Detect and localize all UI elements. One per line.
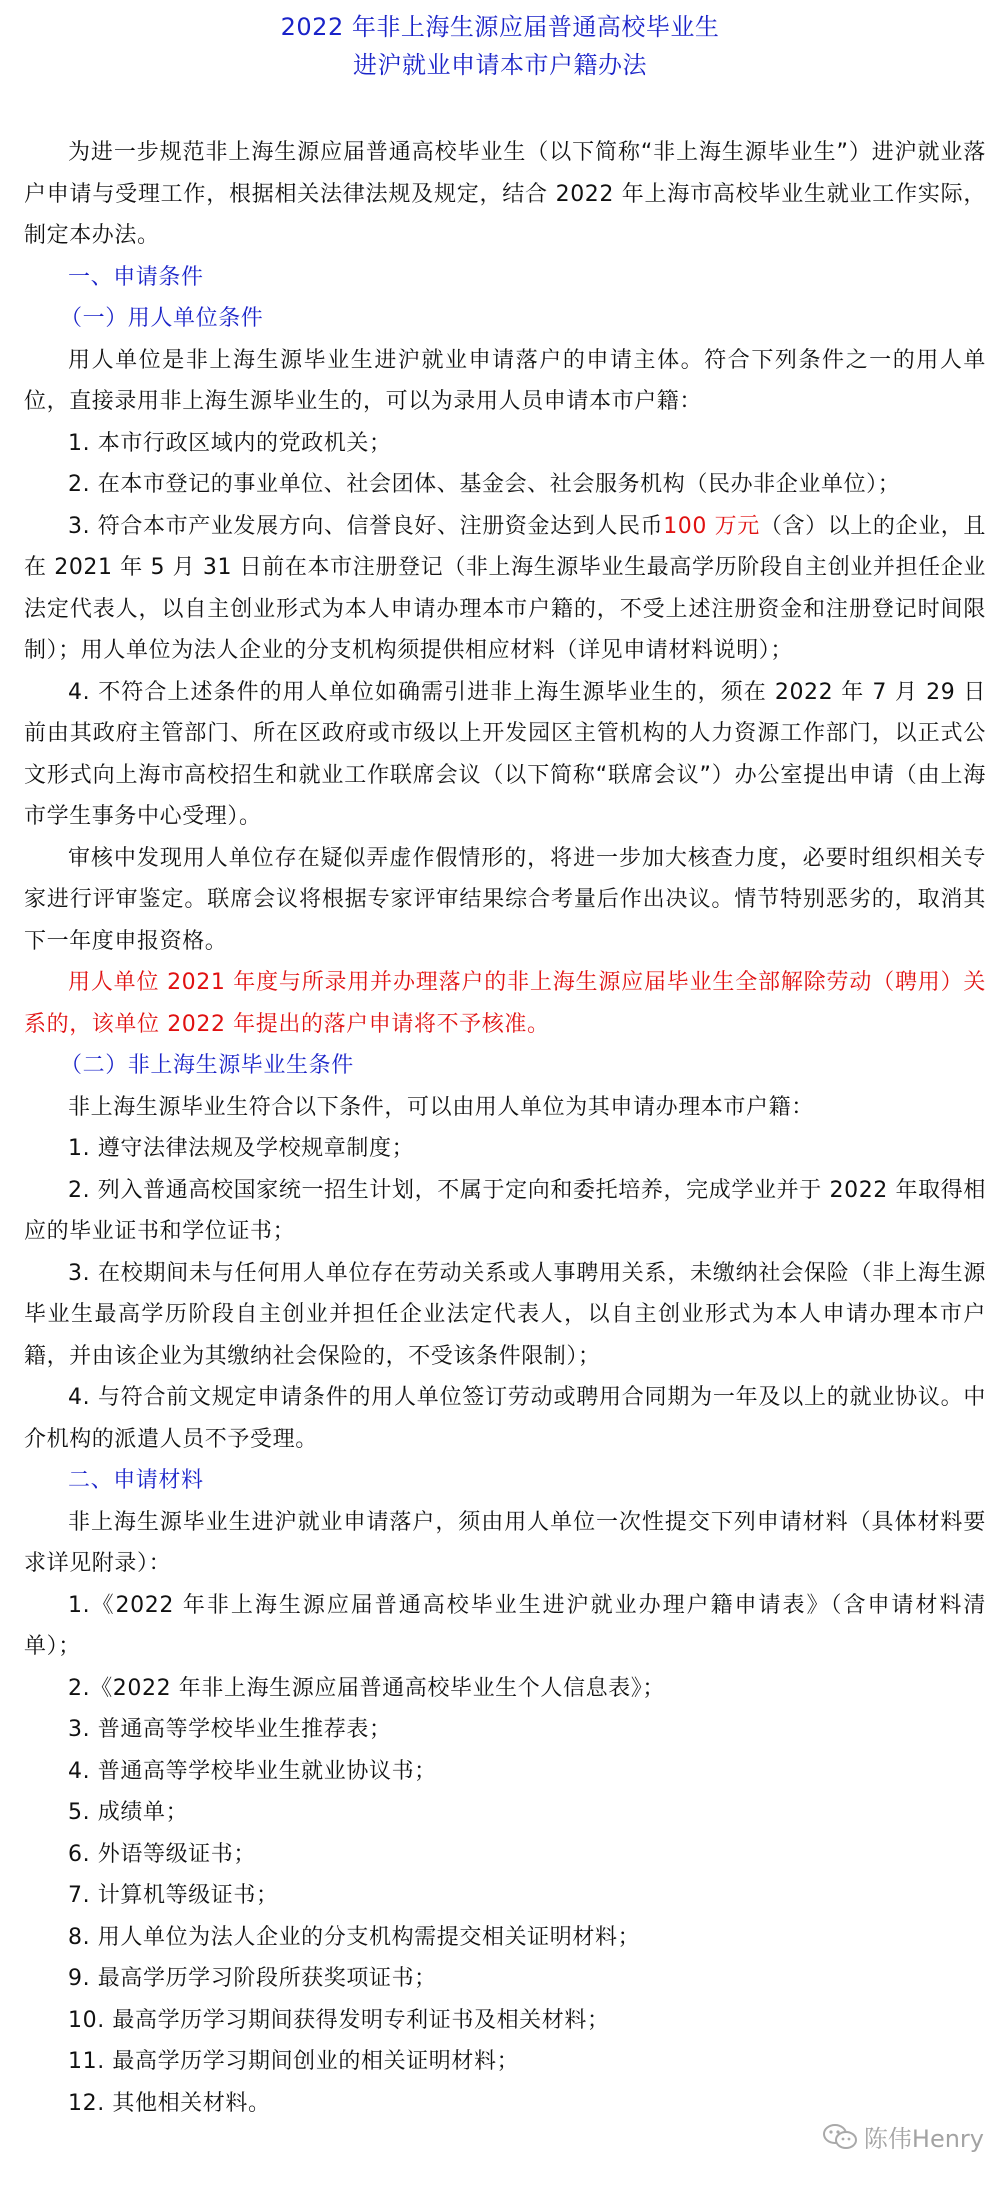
material-item: 3. 普通高等学校毕业生推荐表；: [68, 1717, 392, 1742]
employer-condition-2: 2. 在本市登记的事业单位、社会团体、基金会、社会服务机构（民办非企业单位）；: [68, 472, 901, 497]
material-item: 5. 成绩单；: [68, 1800, 189, 1825]
document-title: [0, 8, 1000, 84]
material-item: 2.《2022 年非上海生源应届普通高校毕业生个人信息表》；: [68, 1675, 665, 1701]
watermark: [822, 2119, 984, 2154]
employer-condition-1: 1. 本市行政区域内的党政机关；: [68, 430, 392, 456]
document-body: [24, 132, 986, 2124]
review-paragraph: 审核中发现用人单位存在疑似弄虚作假情形的，将进一步加大核查力度，必要时组织相关专家进行评审鉴定。联席会议将根据专家评审结果综合考量后作出决议。情节特别恶劣的，取消其下一年度申报资格。: [24, 845, 986, 954]
warning-paragraph: 用人单位 2021 年度与所录用并办理落户的非上海生源应届毕业生全部解除劳动（聘用）关系的，该单位 2022 年提出的落户申请将不予核准。: [24, 970, 986, 1037]
material-item: 10. 最高学历学习期间获得发明专利证书及相关材料；: [68, 2007, 610, 2033]
graduate-condition-2: 2. 列入普通高校国家统一招生计划，不属于定向和委托培养，完成学业并于 2022 年取得相应的毕业证书和学位证书；: [24, 1177, 986, 1244]
graduate-condition-4: 4. 与符合前文规定申请条件的用人单位签订劳动或聘用合同期为一年及以上的就业协议。中介机构的派遣人员不予受理。: [24, 1385, 986, 1452]
material-item: 12. 其他相关材料。: [68, 2090, 271, 2116]
section-2-lead: 非上海生源毕业生进沪就业申请落户，须由用人单位一次性提交下列申请材料（具体材料要求详见附录）：: [24, 1509, 986, 1576]
intro-paragraph: 为进一步规范非上海生源应届普通高校毕业生（以下简称“非上海生源毕业生”）进沪就业落户申请与受理工作，根据相关法律法规及规定，结合 2022 年上海市高校毕业生就业工作实际，制定本办法。: [24, 140, 986, 248]
subsection-2-heading: （二）非上海生源毕业生条件: [60, 1053, 354, 1078]
employer-condition-3: [24, 506, 986, 672]
graduate-condition-1: 1. 遵守法律法规及学校规章制度；: [68, 1136, 415, 1161]
material-item: 11. 最高学历学习期间创业的相关证明材料；: [68, 2049, 520, 2074]
material-item: 1.《2022 年非上海生源应届普通高校毕业生进沪就业办理户籍申请表》（含申请材料清单）；: [24, 1592, 986, 1659]
graduate-condition-3: 3. 在校期间未与任何用人单位存在劳动关系或人事聘用关系，未缴纳社会保险（非上海生源毕业生最高学历阶段自主创业并担任企业法定代表人，以自主创业形式为本人申请办理本市户籍，并由该企业为其缴纳社会保险的，不受该条件限制）；: [24, 1260, 986, 1369]
title-line-2: 进沪就业申请本市户籍办法: [353, 51, 647, 79]
employer-condition-3-start: 3. 符合本市产业发展方向、信誉良好、注册资金达到人民币: [68, 513, 664, 539]
subsection-2-lead: 非上海生源毕业生符合以下条件，可以由用人单位为其申请办理本市户籍：: [68, 1094, 814, 1120]
subsection-1-lead: 用人单位是非上海生源毕业生进沪就业申请落户的申请主体。符合下列条件之一的用人单位，直接录用非上海生源毕业生的，可以为录用人员申请本市户籍：: [24, 347, 986, 414]
material-item: 4. 普通高等学校毕业生就业协议书；: [68, 1758, 437, 1784]
watermark-text: 陈伟Henry: [863, 2125, 984, 2153]
employer-condition-4: 4. 不符合上述条件的用人单位如确需引进非上海生源毕业生的，须在 2022 年 7 月 29 日前由其政府主管部门、所在区政府或市级以上开发园区主管机构的人力资源工作部门，以正式公文形式向上海市高校招生和就业工作联席会议（以下简称“联席会议”）办公室提出申请（由上海市学生事务中心受理）。: [24, 679, 986, 829]
wechat-icon: [822, 2123, 858, 2151]
section-2-heading: 二、申请材料: [68, 1468, 204, 1493]
employer-condition-3-end: （含）以上的企业，且在 2021 年 5 月 31 日前在本市注册登记（非上海生源毕业生最高学历阶段自主创业并担任企业法定代表人，以自主创业形式为本人申请办理本市户籍的，不受上述注册资金和注册登记时间限制）；用人单位为法人企业的分支机构须提供相应材料（详见申请材料说明）；: [24, 513, 986, 663]
capital-amount-highlight: 100 万元: [663, 513, 760, 539]
material-item: 7. 计算机等级证书；: [68, 1883, 279, 1908]
title-line-1: 2022 年非上海生源应届普通高校毕业生: [280, 13, 720, 41]
section-1-heading: 一、申请条件: [68, 264, 204, 290]
subsection-1-heading: （一）用人单位条件: [60, 306, 264, 331]
material-item: 6. 外语等级证书；: [68, 1841, 256, 1867]
material-item: 9. 最高学历学习阶段所获奖项证书；: [68, 1966, 437, 1991]
material-item: 8. 用人单位为法人企业的分支机构需提交相关证明材料；: [68, 1924, 641, 1950]
